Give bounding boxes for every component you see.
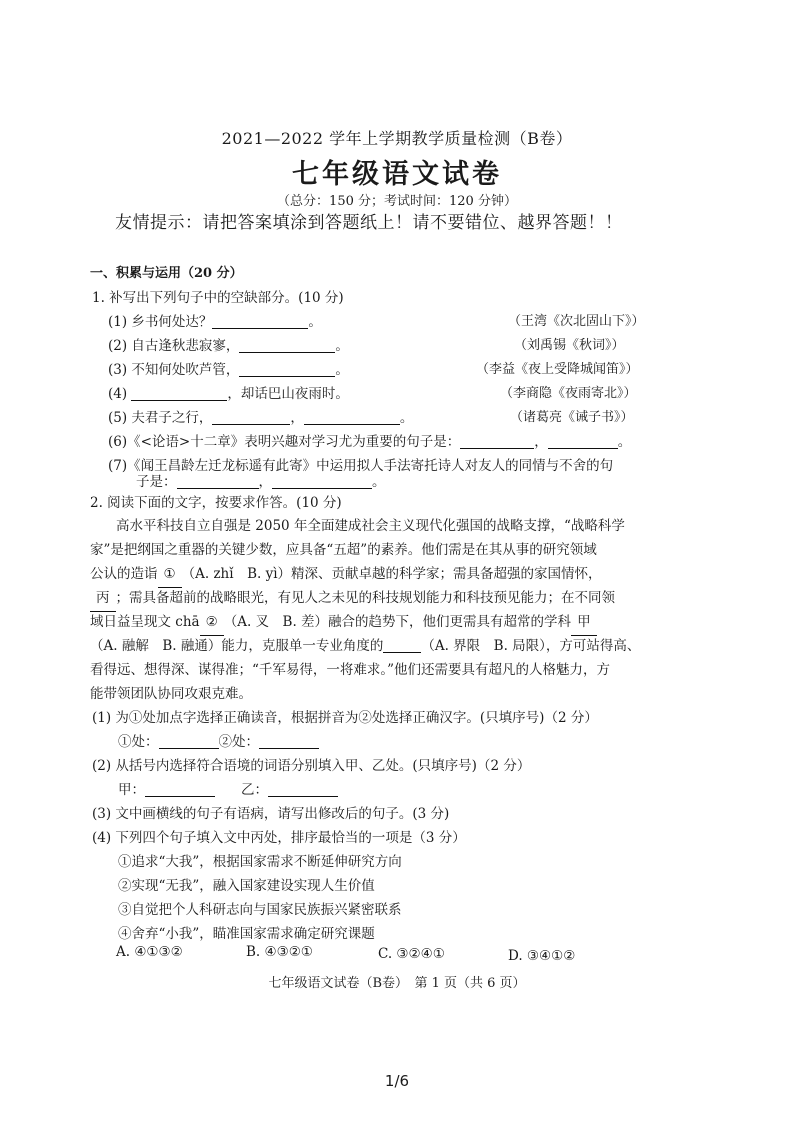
- passage-line-1: 高水平科技自立自强是 2050 年全面建成社会主义现代化强国的战略支撑，“战略科学: [116, 518, 625, 534]
- passage-line-6: （A. 融解 B. 融通）能力，克服单一专业角度的 （A. 界限 B. 局限），方可站得高、: [90, 638, 641, 654]
- q1-line-1: (1) 乡书何处达？ 。: [108, 314, 322, 330]
- answer-blank[interactable]: [460, 434, 534, 449]
- q1-source-1: （王湾《次北固山下》）: [508, 314, 645, 329]
- answer-blank[interactable]: [159, 734, 219, 749]
- answer-blank[interactable]: [145, 782, 215, 797]
- answer-blank[interactable]: [212, 314, 308, 329]
- passage-line-4: 丙 ；需具备超前的战略眼光，有见人之未见的科技规划能力和科技预见能力；在不同领: [90, 586, 615, 612]
- q2-sub1: (1) 为①处加点字选择正确读音，根据拼音为②处选择正确汉字。(只填序号)（2 分）: [92, 710, 598, 726]
- option-d[interactable]: D. ③④①②: [508, 948, 576, 964]
- option-c[interactable]: C. ③②④①: [378, 946, 445, 962]
- answer-blank[interactable]: [268, 782, 338, 797]
- q1-source-5: （诸葛亮《诫子书》）: [510, 410, 634, 425]
- answer-blank[interactable]: [239, 338, 335, 353]
- passage-line-5: 域日益呈现文 chā ② （A. 叉 B. 差）融合的趋势下，他们更需具有超常的学科 甲: [90, 610, 597, 636]
- page-footer: 七年级语文试卷（B卷） 第 1 页（共 6 页）: [268, 976, 526, 991]
- q2-sub4: (4) 下列四个句子填入文中丙处，排序最恰当的一项是（3 分）: [92, 830, 466, 846]
- q1-line-5: (5) 夫君子之行， ， 。: [108, 410, 414, 426]
- answer-blank[interactable]: [177, 474, 259, 489]
- q2-stem: 2. 阅读下面的文字，按要求作答。(10 分): [90, 495, 342, 511]
- option-b[interactable]: B. ④③②①: [246, 944, 313, 960]
- q2-sub1-answers: ①处： ②处：: [118, 730, 319, 750]
- answer-blank[interactable]: [259, 734, 319, 749]
- blank-yi: [383, 638, 421, 653]
- blank-mark-jia: 甲: [571, 610, 597, 636]
- q1-line-4: (4) ，却话巴山夜雨时。: [108, 386, 349, 402]
- q1-source-3: （李益《夜上受降城闻笛》）: [476, 362, 639, 377]
- answer-blank[interactable]: [304, 410, 400, 425]
- blank-mark-bing: 丙: [90, 586, 116, 612]
- answer-blank[interactable]: [548, 434, 618, 449]
- option-a[interactable]: A. ④①③②: [116, 944, 183, 960]
- main-title: 七年级语文试卷: [292, 159, 502, 190]
- sentence-1: ①追求“大我”，根据国家需求不断延伸研究方向: [118, 854, 402, 870]
- q1-source-2: （刘禹锡《秋词》）: [514, 338, 625, 353]
- q1-line-6: (6)《<论语>十二章》表明兴趣对学习尤为重要的句子是： ， 。: [108, 434, 632, 450]
- sentence-4: ④舍弃“小我”，瞄准国家需求确定研究课题: [118, 926, 375, 942]
- q1-line-3: (3) 不知何处吹芦管， 。: [108, 362, 349, 378]
- sentence-3: ③自觉把个人科研志向与国家民族振兴紧密联系: [118, 902, 402, 918]
- exam-meta: （总分：150 分；考试时间：120 分钟）: [277, 194, 517, 209]
- passage-line-2: 家”是把纲国之重器的关键少数，应具备“五超”的素养。他们需是在其从事的研究领域: [90, 542, 597, 558]
- q1-line-7-cont: 子是： ， 。: [136, 474, 386, 490]
- q1-source-4: （李商隐《夜雨寄北》）: [500, 386, 637, 401]
- section-title: 一、积累与运用（20 分）: [90, 266, 243, 281]
- q1-stem: 1. 补写出下列句子中的空缺部分。(10 分): [92, 290, 344, 306]
- page-indicator: 1/6: [384, 1072, 410, 1090]
- passage-line-7: 看得远、想得深、谋得准；“千军易得，一将难求。”他们还需要具有超凡的人格魅力，方: [90, 662, 611, 678]
- friendly-tip: 友情提示：请把答案填涂到答题纸上！请不要错位、越界答题！！: [115, 213, 623, 233]
- blank-mark-2: ②: [200, 610, 224, 636]
- blank-mark-1: ①: [158, 562, 182, 588]
- q1-line-2: (2) 自古逢秋悲寂寥， 。: [108, 338, 349, 354]
- exam-title: 2021—2022 学年上学期教学质量检测（B卷）: [221, 129, 573, 148]
- passage-line-3: 公认的造诣 ① （A. zhǐ B. yì）精深、贡献卓越的科学家；需具备超强的家国情怀，: [90, 562, 602, 588]
- passage-line-8: 能带领团队协同攻艰克难。: [90, 686, 252, 702]
- q1-line-7: (7)《闻王昌龄左迁龙标遥有此寄》中运用拟人手法寄托诗人对友人的同情与不舍的句: [108, 458, 614, 474]
- answer-blank[interactable]: [131, 386, 227, 401]
- answer-blank[interactable]: [272, 474, 372, 489]
- answer-blank[interactable]: [239, 362, 335, 377]
- q2-sub3: (3) 文中画横线的句子有语病，请写出修改后的句子。(3 分): [92, 806, 450, 822]
- sentence-2: ②实现“无我”，融入国家建设实现人生价值: [118, 878, 375, 894]
- q2-sub2: (2) 从括号内选择符合语境的词语分别填入甲、乙处。(只填序号)（2 分）: [92, 758, 531, 774]
- q2-sub2-answers: 甲： 乙：: [118, 778, 338, 798]
- answer-blank[interactable]: [212, 410, 290, 425]
